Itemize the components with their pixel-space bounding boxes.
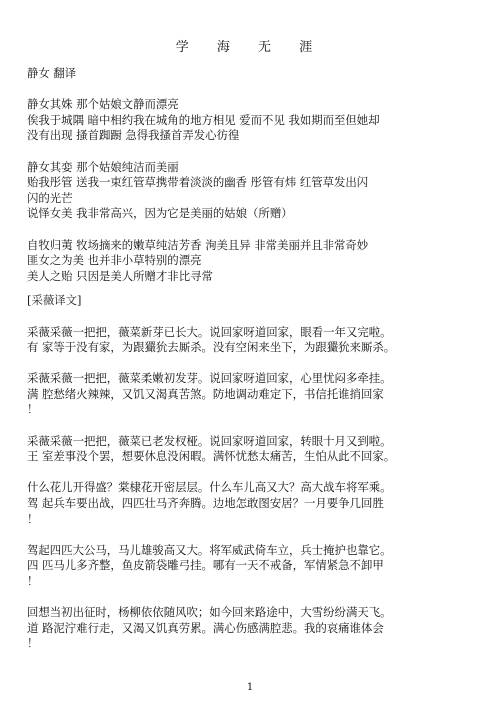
text-line: 美人之贻 只因是美人所赠才非比寻常 [27,268,213,283]
text-line: 匪女之为美 也并非小草特别的漂亮 [27,253,202,268]
text-line: 闪的光芒 [27,190,73,205]
text-line: 静女其娈 那个姑娘纯洁而美丽 [27,159,179,174]
doc-title: 静女 翻译 [27,66,77,80]
text-line: 没有出现 搔首踟蹰 急得我搔首弄发心彷徨 [27,128,240,143]
page-number: 1 [246,682,254,693]
text-line: 有 家等于没有家，为跟玁狁去厮杀。没有空闲来坐下，为跟玁狁来厮杀。 [27,340,396,355]
text-line: ！ [27,636,39,651]
page-header: 学 海 无 涯 [175,40,325,55]
text-line: 驾 起兵车要出战，四匹壮马齐奔腾。边地怎敢图安居？一月要争几回胜 [27,496,384,511]
stanza-3 [27,238,477,285]
translation-paragraph-1 [27,325,477,356]
document-body [27,66,477,652]
text-line: 采薇采薇一把把，薇菜柔嫩初发芽。说回家呀道回家，心里忧闷多牵挂。 [27,371,392,386]
translation-paragraph-4 [27,480,477,527]
text-line: 四 匹马儿多齐整，鱼皮箭袋雕弓挂。哪有一天不戒备，军情紧急不卸甲 [27,558,384,573]
text-line: 说怿女美 我非常高兴，因为它是美丽的姑娘（所赠） [27,206,293,221]
text-line: 采薇采薇一把把，薇菜已老发杈桠。说回家呀道回家，转眼十月又到啦。 [27,433,392,448]
section-title: [采薇译文] [27,293,82,308]
translation-paragraph-6 [27,605,477,652]
text-line: 自牧归荑 牧场摘来的嫩草纯洁芳香 洵美且异 非常美丽并且非常奇妙 [27,237,369,252]
text-line: 俟我于城隅 暗中相约我在城角的地方相见 爱而不见 我如期而至但她却 [27,112,380,127]
text-line: 回想当初出征时，杨柳依依随风吹；如今回来路途中，大雪纷纷满天飞。 [27,605,392,620]
text-line: ！ [27,511,39,526]
text-line: ！ [27,402,39,417]
text-line: 静女其姝 那个姑娘文静而漂亮 [27,97,179,112]
text-line: 王 室差事没个罢，想要休息没闲暇。满怀忧愁太痛苦，生怕从此不回家。 [27,449,396,464]
stanza-2 [27,160,477,222]
text-line: ！ [27,574,39,588]
text-line: 什么花儿开得盛？棠棣花开密层层。什么车儿高又大？高大战车将军乘。 [27,480,392,495]
stanza-1 [27,97,477,144]
translation-paragraph-2 [27,371,477,418]
text-line: 满 腔愁绪火辣辣，又饥又渴真苦煞。防地调动难定下，书信托谁捎回家 [27,386,384,401]
translation-paragraph-5 [27,543,477,590]
text-line: 驾起四匹大公马，马儿雄骏高又大。将军威武倚车立，兵士掩护也靠它。 [27,542,392,557]
text-line: 采薇采薇一把把，薇菜新芽已长大。说回家呀道回家，眼看一年又完啦。 [27,324,392,339]
translation-paragraph-3 [27,434,477,465]
text-line: 道 路泥泞难行走，又渴又饥真劳累。满心伤感满腔悲。我的哀痛谁体会 [27,620,384,635]
text-line: 贻我彤管 送我一束红管草携带着淡淡的幽香 彤管有炜 红管草发出闪 [27,175,369,190]
